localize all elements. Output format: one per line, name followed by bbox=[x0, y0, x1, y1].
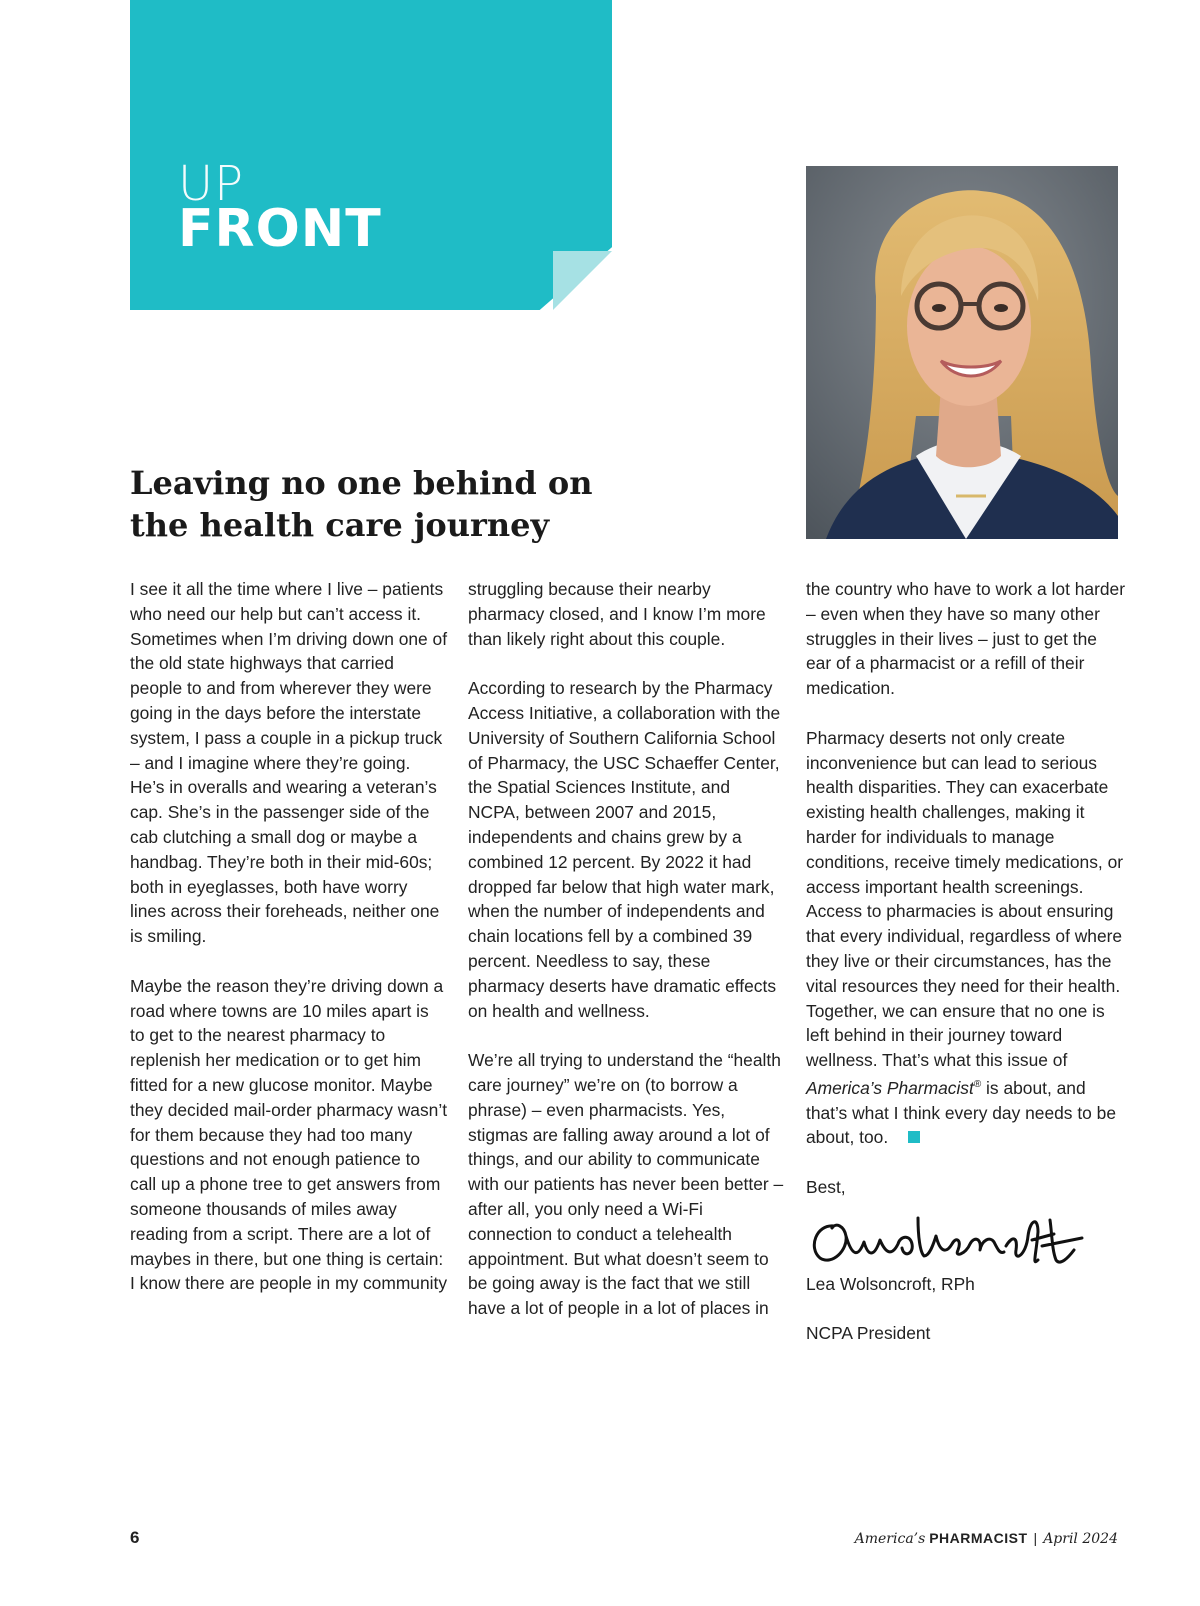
magazine-title-inline: America’s Pharmacist bbox=[806, 1077, 974, 1098]
article-column-2 bbox=[468, 577, 786, 1321]
section-label-front: FRONT bbox=[178, 199, 382, 259]
end-of-article-square-icon bbox=[908, 1131, 920, 1143]
article-headline: Leaving no one behind on the health care journey bbox=[130, 464, 593, 544]
section-label-up: UP bbox=[178, 156, 245, 212]
article-paragraph bbox=[806, 726, 1126, 1150]
signer-title: NCPA President bbox=[806, 1323, 931, 1344]
handwritten-signature bbox=[806, 1206, 1086, 1270]
signer-block bbox=[806, 1272, 1126, 1346]
article-paragraph: Maybe the reason they’re driving down a road where towns are 10 miles apart is to get to the nearest pharmacy to replenish her medication or to get him fitted for a new glucose monitor. Maybe they decided mail-order pharmacy wasn’t for them because they had too many questions and not enough patience to call up a phone tree to get answers from someone thousands of miles away reading from a script. There are a lot of maybes in there, but one thing is certain: I know there are people in my community bbox=[130, 975, 448, 1294]
running-footer bbox=[855, 1530, 1118, 1547]
article-paragraph: I see it all the time where I live – patients who need our help but can’t access it. Sometimes when I’m driving down one of the old state highways that carried people to and from wherever they were going in the days before the interstate system, I pass a couple in a pickup truck – and I imagine where they’re going. He’s in overalls and wearing a veteran’s cap. She’s in the passenger side of the cab clutching a small dog or maybe a handbag. They’re both in their mid-60s; both in eyeglasses, both have worry lines across their foreheads, neither one is smiling. bbox=[130, 579, 448, 947]
author-photo bbox=[806, 166, 1118, 539]
registered-mark: ® bbox=[973, 1078, 982, 1090]
magazine-name-part2: PHARMACIST bbox=[929, 1530, 1028, 1546]
signer-name: Lea Wolsoncroft, RPh bbox=[806, 1273, 975, 1294]
page-number: 6 bbox=[130, 1528, 140, 1547]
article-column-1 bbox=[130, 577, 448, 1296]
issue-date: April 2024 bbox=[1043, 1531, 1118, 1547]
paragraph-text: is about, and that’s what I think every day needs to be about, too. bbox=[806, 1077, 1116, 1148]
banner-corner-fold bbox=[553, 251, 612, 310]
article-paragraph: the country who have to work a lot harder – even when they have so many other struggles in their lives – just to get the ear of a pharmacist or a refill of their medication. bbox=[806, 579, 1126, 699]
article-paragraph: According to research by the Pharmacy Access Initiative, a collaboration with the University of Southern California School of Pharmacy, the USC Schaeffer Center, the Spatial Sciences Institute, and NCPA, between 2007 and 2015, independents and chains grew by a combined 12 percent. By 2022 it had dropped far below that high water mark, when the number of independents and chain locations fell by a combined 39 percent. Needless to say, these pharmacy deserts have dramatic effects on health and wellness. bbox=[468, 678, 781, 1021]
paragraph-text: Pharmacy deserts not only create inconvenience but can lead to serious health disparities. They can exacerbate existing health challenges, making it harder for individuals to manage conditions, receive timely medications, or access important health screenings. Access to pharmacies is about ensuring that every individual, regardless of where they live or their circumstances, has the vital resources they need for their health. Together, we can ensure that no one is left behind in their journey toward wellness. That’s what this issue of bbox=[806, 727, 1124, 1071]
magazine-name-part1: America’s bbox=[854, 1531, 926, 1547]
article-paragraph: struggling because their nearby pharmacy closed, and I know I’m more than likely right about this couple. bbox=[468, 579, 766, 649]
article-column-3 bbox=[806, 577, 1126, 1346]
closing-salutation: Best, bbox=[806, 1176, 846, 1197]
footer-separator: | bbox=[1033, 1530, 1038, 1546]
section-banner bbox=[130, 0, 612, 310]
article-paragraph: We’re all trying to understand the “health care journey” we’re on (to borrow a phrase) – even pharmacists. Yes, stigmas are falling away around a lot of things, and our ability to communicate with our patients has never been better – after all, you only need a Wi-Fi connection to conduct a telehealth appointment. But what doesn’t seem to be going away is the fact that we still have a lot of people in a lot of places in bbox=[468, 1050, 784, 1319]
